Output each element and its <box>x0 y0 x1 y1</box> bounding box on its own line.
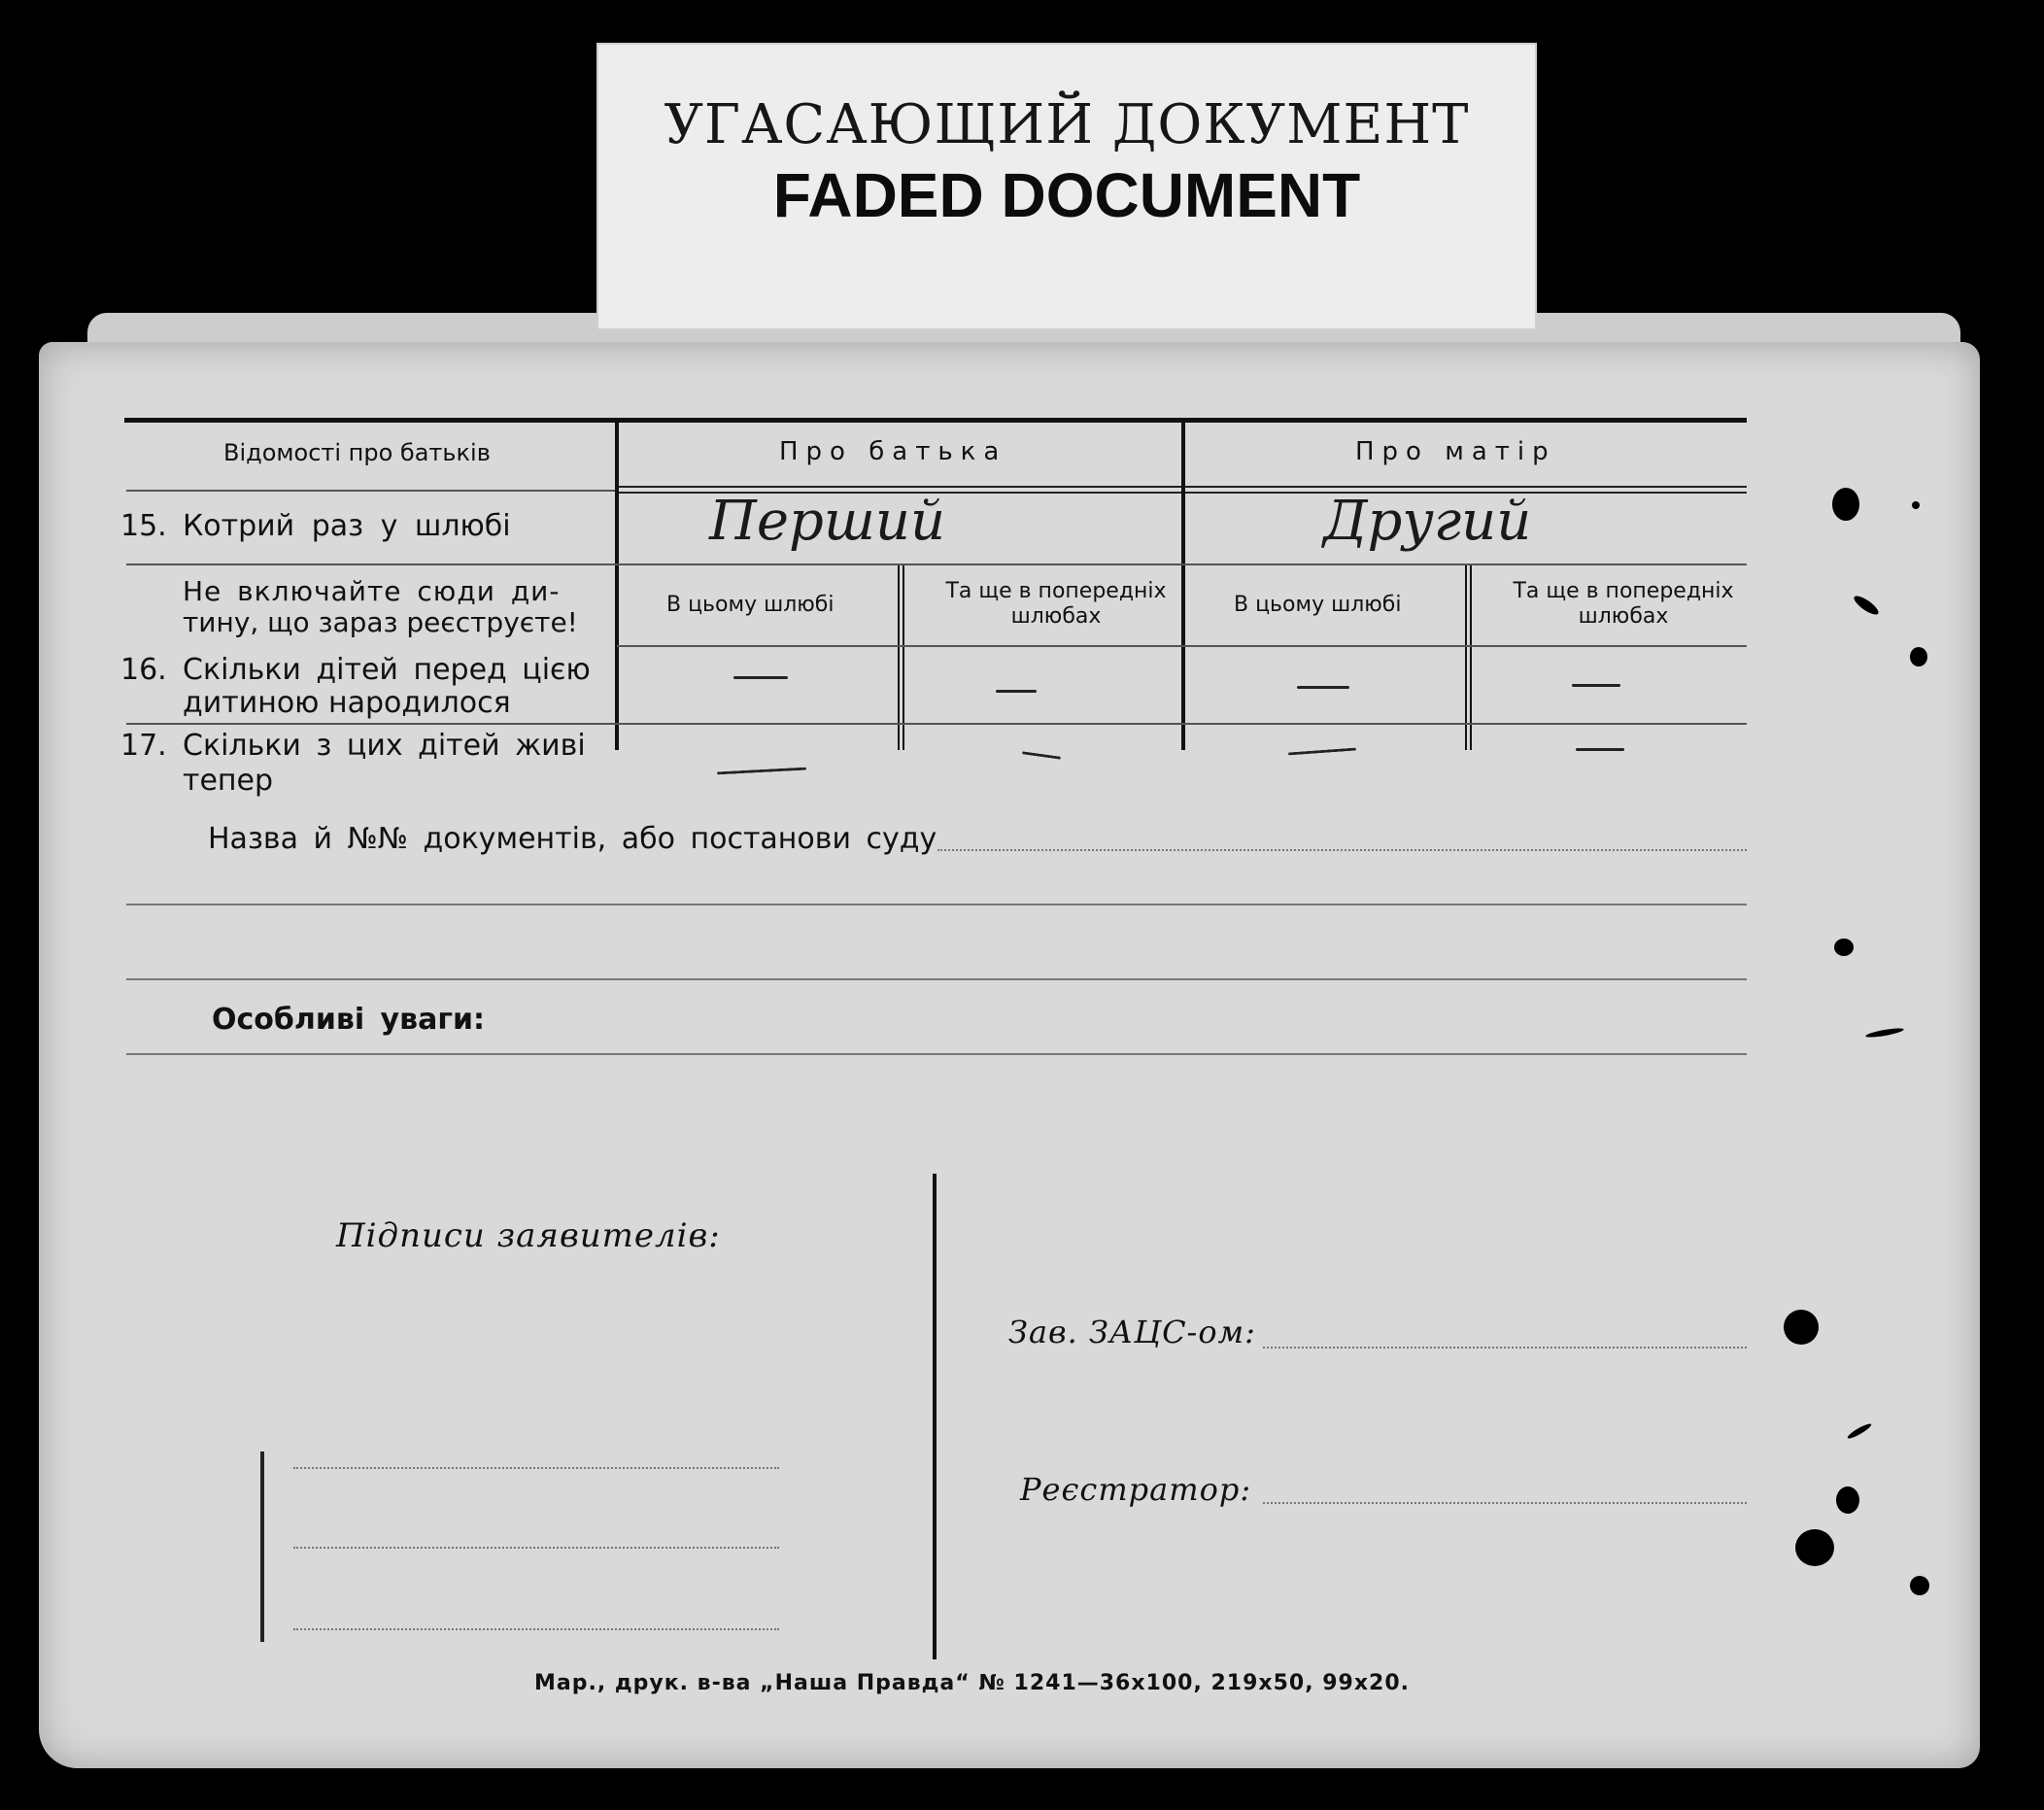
row17-line2: тепер <box>183 764 274 798</box>
sub-father-prev-line2: шлюбах <box>1010 604 1102 629</box>
row17-father-this-dash <box>717 768 806 775</box>
header-father: Про батька <box>779 437 1007 466</box>
row16-number: 16. <box>120 653 167 687</box>
row17-line1: Скільки з цих дітей живі <box>183 729 586 763</box>
punch-mark-5 <box>1910 1576 1929 1595</box>
row15-mother-handwritten: Другий <box>1323 490 1532 553</box>
row17-mother-prev-dash <box>1576 748 1624 751</box>
head-zags-label: Зав. ЗАЦС-ом: <box>1008 1314 1256 1350</box>
sub-father-this-marriage: В цьому шлюбі <box>666 593 835 617</box>
note-line1: Не включайте сюди ди- <box>183 575 561 607</box>
header-parents: Відомості про батьків <box>223 439 491 466</box>
sub-mother-prev-line2: шлюбах <box>1578 604 1669 629</box>
row15-number: 15. <box>120 509 167 543</box>
head-zags-signature-line[interactable] <box>1263 1347 1747 1349</box>
punch-hole-1 <box>1832 488 1859 521</box>
punch-mark-2 <box>1910 647 1927 666</box>
row17-number: 17. <box>120 729 167 763</box>
signatures-bracket <box>260 1451 264 1642</box>
column-divider-1 <box>615 420 619 750</box>
faded-document-label <box>596 43 1537 330</box>
row15-label: Котрий раз у шлюбі <box>183 509 511 543</box>
tear-mark-1 <box>1852 593 1881 617</box>
row15-bottom-rule <box>126 563 1747 565</box>
sub-father-prev-line1: Та ще в попередніх <box>945 579 1167 603</box>
special-notes-line[interactable] <box>126 1053 1747 1055</box>
signature-divider <box>933 1174 937 1659</box>
punch-mark-1 <box>1912 501 1920 509</box>
subheader-bottom-rule <box>617 645 1747 647</box>
row16-line1: Скільки дітей перед цією <box>183 653 591 687</box>
row16-mother-this-dash <box>1297 686 1349 689</box>
row16-father-this-dash <box>733 676 788 679</box>
punch-hole-3 <box>1795 1529 1834 1566</box>
signatures-label: Підписи заявителів: <box>336 1216 721 1255</box>
punch-mark-3 <box>1834 939 1854 956</box>
row16-mother-prev-dash <box>1572 684 1620 687</box>
tear-mark-2 <box>1865 1027 1904 1040</box>
form-paper <box>39 342 1980 1768</box>
sub-mother-this-marriage: В цьому шлюбі <box>1234 593 1402 617</box>
row16-bottom-rule <box>126 723 1747 725</box>
printer-footer: Мар., друк. в-ва „Наша Правда“ № 1241—36х100, 219х50, 99х20. <box>534 1671 1411 1695</box>
header-mother: Про матір <box>1355 437 1556 466</box>
row16-father-prev-dash <box>996 690 1037 693</box>
header-rule-left <box>126 490 617 492</box>
documents-line-3[interactable] <box>126 978 1747 980</box>
registrar-signature-line[interactable] <box>1263 1502 1747 1504</box>
special-notes-label: Особливі уваги: <box>212 1003 486 1037</box>
row15-father-handwritten: Перший <box>709 490 946 553</box>
sub-mother-prev-line1: Та ще в попередніх <box>1513 579 1734 603</box>
registrar-label: Реєстратор: <box>1020 1471 1252 1508</box>
signature-line-2[interactable] <box>293 1547 779 1549</box>
documents-dotted-line[interactable] <box>937 849 1747 851</box>
punch-hole-2 <box>1784 1310 1819 1345</box>
documents-line-2[interactable] <box>126 904 1747 905</box>
documents-label: Назва й №№ документів, або постанови суду <box>208 822 937 856</box>
row17-mother-this-dash <box>1288 748 1356 756</box>
label-russian: УГАСАЮЩИЙ ДОКУМЕНТ <box>664 93 1470 156</box>
signature-line-3[interactable] <box>293 1628 779 1630</box>
note-line2: тину, що зараз реєструєте! <box>183 606 578 638</box>
label-english: FADED DOCUMENT <box>772 160 1361 230</box>
tear-mark-3 <box>1846 1421 1872 1440</box>
signature-line-1[interactable] <box>293 1467 779 1469</box>
row17-father-prev-dash <box>1022 751 1061 760</box>
table-top-rule <box>124 418 1747 423</box>
punch-mark-4 <box>1836 1486 1859 1514</box>
row16-line2: дитиною народилося <box>183 686 511 720</box>
